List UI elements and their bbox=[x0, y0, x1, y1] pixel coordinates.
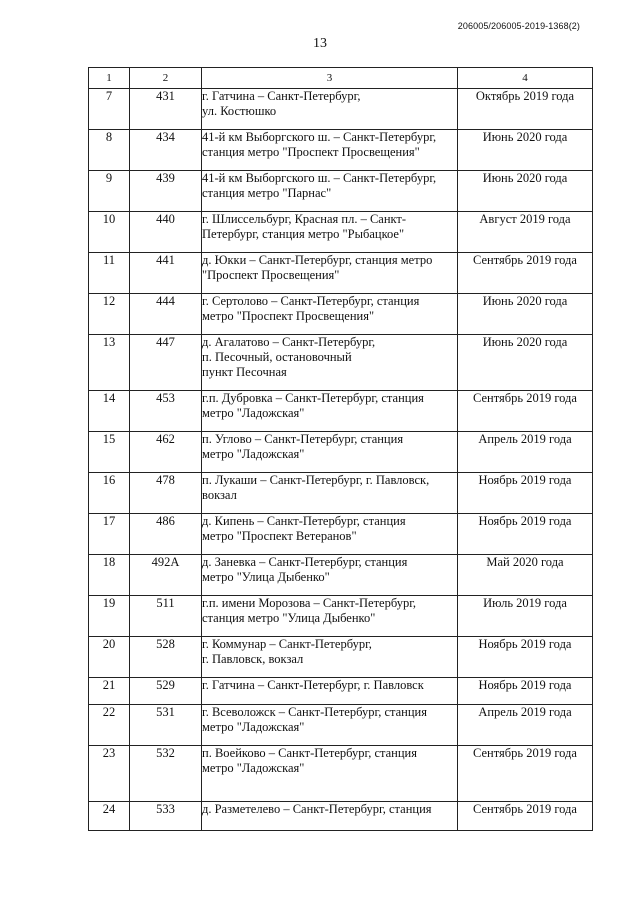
table-row bbox=[89, 89, 593, 130]
route-number: 462 bbox=[130, 432, 202, 473]
route-number: 439 bbox=[130, 171, 202, 212]
route-path-line: г. Коммунар – Санкт-Петербург, bbox=[202, 637, 372, 651]
route-path-line: "Проспект Просвещения" bbox=[202, 268, 340, 282]
route-number: 453 bbox=[130, 391, 202, 432]
row-number: 19 bbox=[89, 596, 130, 637]
route-path-line: д. Кипень – Санкт-Петербург, станция bbox=[202, 514, 406, 528]
route-path-line: станция метро "Проспект Просвещения" bbox=[202, 145, 420, 159]
route-number: 444 bbox=[130, 294, 202, 335]
route-number: 531 bbox=[130, 705, 202, 746]
route-path-line: п. Лукаши – Санкт-Петербург, г. Павловск, bbox=[202, 473, 430, 487]
route-path bbox=[202, 473, 458, 514]
row-number: 21 bbox=[89, 678, 130, 705]
table-row bbox=[89, 253, 593, 294]
row-number: 14 bbox=[89, 391, 130, 432]
row-number: 13 bbox=[89, 335, 130, 391]
start-date: Сентябрь 2019 года bbox=[458, 802, 593, 831]
start-date: Октябрь 2019 года bbox=[458, 89, 593, 130]
route-number: 486 bbox=[130, 514, 202, 555]
route-number: 478 bbox=[130, 473, 202, 514]
route-number: 511 bbox=[130, 596, 202, 637]
route-path bbox=[202, 746, 458, 802]
route-path-line: вокзал bbox=[202, 488, 237, 502]
start-date: Ноябрь 2019 года bbox=[458, 473, 593, 514]
route-number: 529 bbox=[130, 678, 202, 705]
start-date: Сентябрь 2019 года bbox=[458, 253, 593, 294]
route-path-line: г. Гатчина – Санкт-Петербург, bbox=[202, 89, 361, 103]
route-path-line: п. Углово – Санкт-Петербург, станция bbox=[202, 432, 404, 446]
route-path-line: Петербург, станция метро "Рыбацкое" bbox=[202, 227, 405, 241]
row-number: 15 bbox=[89, 432, 130, 473]
route-number: 533 bbox=[130, 802, 202, 831]
route-path-line: г.п. Дубровка – Санкт-Петербург, станция bbox=[202, 391, 424, 405]
start-date: Август 2019 года bbox=[458, 212, 593, 253]
route-number: 492А bbox=[130, 555, 202, 596]
table-row bbox=[89, 130, 593, 171]
route-path-line: д. Разметелево – Санкт-Петербург, станция bbox=[202, 802, 432, 816]
start-date: Июнь 2020 года bbox=[458, 130, 593, 171]
row-number: 7 bbox=[89, 89, 130, 130]
start-date: Июль 2019 года bbox=[458, 596, 593, 637]
route-path-line: г. Павловск, вокзал bbox=[202, 652, 304, 666]
route-path-line: ул. Костюшко bbox=[202, 104, 277, 118]
route-path bbox=[202, 294, 458, 335]
row-number: 8 bbox=[89, 130, 130, 171]
table-row bbox=[89, 802, 593, 831]
route-number: 532 bbox=[130, 746, 202, 802]
row-number: 24 bbox=[89, 802, 130, 831]
row-number: 18 bbox=[89, 555, 130, 596]
row-number: 9 bbox=[89, 171, 130, 212]
table-row bbox=[89, 294, 593, 335]
route-number: 447 bbox=[130, 335, 202, 391]
route-path bbox=[202, 678, 458, 705]
route-number: 441 bbox=[130, 253, 202, 294]
route-path-line: 41-й км Выборгского ш. – Санкт-Петербург, bbox=[202, 171, 437, 185]
column-header: 3 bbox=[202, 68, 458, 89]
route-number: 528 bbox=[130, 637, 202, 678]
route-path bbox=[202, 637, 458, 678]
route-path bbox=[202, 171, 458, 212]
start-date: Ноябрь 2019 года bbox=[458, 678, 593, 705]
route-path bbox=[202, 89, 458, 130]
row-number: 16 bbox=[89, 473, 130, 514]
route-path-line: 41-й км Выборгского ш. – Санкт-Петербург, bbox=[202, 130, 437, 144]
table-row bbox=[89, 171, 593, 212]
row-number: 11 bbox=[89, 253, 130, 294]
route-path-line: метро "Ладожская" bbox=[202, 406, 305, 420]
route-path bbox=[202, 514, 458, 555]
row-number: 23 bbox=[89, 746, 130, 802]
route-path-line: г.п. имени Морозова – Санкт-Петербург, bbox=[202, 596, 417, 610]
route-path-line: д. Агалатово – Санкт-Петербург, bbox=[202, 335, 376, 349]
route-path bbox=[202, 705, 458, 746]
route-path-line: г. Гатчина – Санкт-Петербург, г. Павловск bbox=[202, 678, 424, 692]
route-path bbox=[202, 555, 458, 596]
start-date: Ноябрь 2019 года bbox=[458, 637, 593, 678]
start-date: Апрель 2019 года bbox=[458, 705, 593, 746]
route-path bbox=[202, 802, 458, 831]
start-date: Июнь 2020 года bbox=[458, 171, 593, 212]
start-date: Сентябрь 2019 года bbox=[458, 391, 593, 432]
route-number: 431 bbox=[130, 89, 202, 130]
route-path-line: станция метро "Парнас" bbox=[202, 186, 332, 200]
row-number: 20 bbox=[89, 637, 130, 678]
table-row bbox=[89, 746, 593, 802]
table-row bbox=[89, 391, 593, 432]
route-number: 434 bbox=[130, 130, 202, 171]
table-row bbox=[89, 637, 593, 678]
route-path bbox=[202, 596, 458, 637]
route-path-line: г. Всеволожск – Санкт-Петербург, станция bbox=[202, 705, 427, 719]
route-path bbox=[202, 391, 458, 432]
column-header: 2 bbox=[130, 68, 202, 89]
route-path bbox=[202, 335, 458, 391]
route-number: 440 bbox=[130, 212, 202, 253]
route-path-line: станция метро "Улица Дыбенко" bbox=[202, 611, 376, 625]
table-row bbox=[89, 432, 593, 473]
table-row bbox=[89, 555, 593, 596]
route-path-line: метро "Улица Дыбенко" bbox=[202, 570, 330, 584]
page-number: 13 bbox=[313, 36, 327, 51]
row-number: 22 bbox=[89, 705, 130, 746]
column-header: 4 bbox=[458, 68, 593, 89]
route-path bbox=[202, 130, 458, 171]
route-path bbox=[202, 253, 458, 294]
route-path-line: г. Шлиссельбург, Красная пл. – Санкт- bbox=[202, 212, 407, 226]
route-path-line: метро "Ладожская" bbox=[202, 447, 305, 461]
table-row bbox=[89, 678, 593, 705]
table-header-row bbox=[89, 68, 593, 89]
route-path-line: п. Воейково – Санкт-Петербург, станция bbox=[202, 746, 417, 760]
start-date: Апрель 2019 года bbox=[458, 432, 593, 473]
start-date: Сентябрь 2019 года bbox=[458, 746, 593, 802]
start-date: Июнь 2020 года bbox=[458, 335, 593, 391]
row-number: 12 bbox=[89, 294, 130, 335]
table-body bbox=[89, 89, 593, 831]
table-row bbox=[89, 335, 593, 391]
route-path-line: п. Песочный, остановочный bbox=[202, 350, 352, 364]
table-row bbox=[89, 473, 593, 514]
route-path-line: метро "Ладожская" bbox=[202, 761, 305, 775]
table-row bbox=[89, 212, 593, 253]
route-path-line: г. Сертолово – Санкт-Петербург, станция bbox=[202, 294, 420, 308]
routes-table bbox=[88, 67, 593, 831]
document-id: 206005/206005-2019-1368(2) bbox=[457, 21, 580, 31]
column-header: 1 bbox=[89, 68, 130, 89]
start-date: Ноябрь 2019 года bbox=[458, 514, 593, 555]
table-row bbox=[89, 596, 593, 637]
route-path-line: пункт Песочная bbox=[202, 365, 287, 379]
route-path-line: метро "Проспект Просвещения" bbox=[202, 309, 375, 323]
route-path-line: метро "Проспект Ветеранов" bbox=[202, 529, 357, 543]
route-path bbox=[202, 212, 458, 253]
start-date: Май 2020 года bbox=[458, 555, 593, 596]
route-path bbox=[202, 432, 458, 473]
table-row bbox=[89, 705, 593, 746]
row-number: 10 bbox=[89, 212, 130, 253]
route-path-line: д. Юкки – Санкт-Петербург, станция метро bbox=[202, 253, 433, 267]
route-path-line: д. Заневка – Санкт-Петербург, станция bbox=[202, 555, 408, 569]
start-date: Июнь 2020 года bbox=[458, 294, 593, 335]
route-path-line: метро "Ладожская" bbox=[202, 720, 305, 734]
row-number: 17 bbox=[89, 514, 130, 555]
table-row bbox=[89, 514, 593, 555]
